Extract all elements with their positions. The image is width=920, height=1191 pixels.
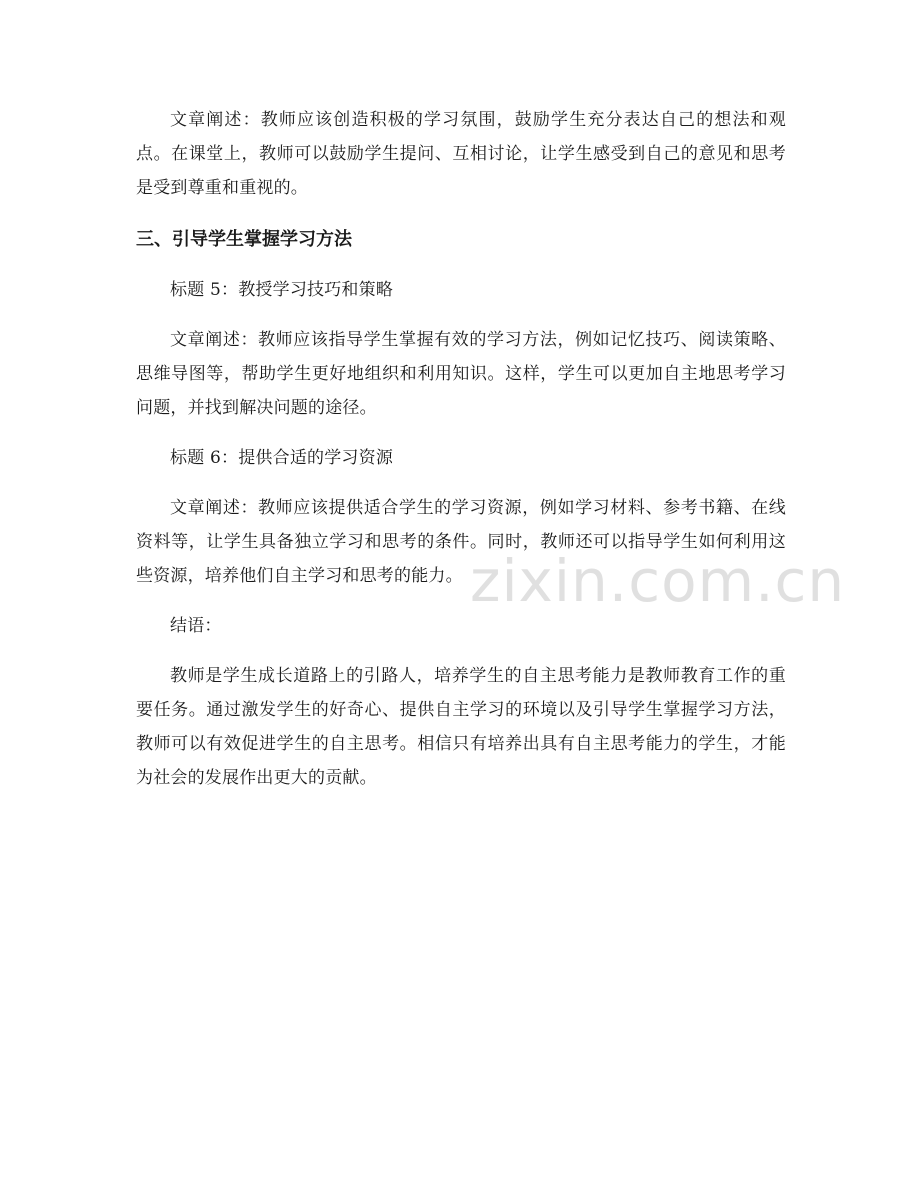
subtitle-6: 标题 6：提供合适的学习资源 xyxy=(170,448,394,468)
watermark: zixin.com.cn xyxy=(470,547,846,615)
conclusion-paragraph: 教师是学生成长道路上的引路人，培养学生的自主思考能力是教师教育工作的重要任务。通过激发学生的好奇心、提供自主学习的环境以及引导学生掌握学习方法，教师可以有效促进学生的自主思考。相信只有培养出具有自主思考能力的学生，才能为社会的发展作出更大的贡献。 xyxy=(136,666,786,788)
section-heading-3: 三、引导学生掌握学习方法 xyxy=(136,229,352,250)
paragraph-discussion-1: 文章阐述：教师应该创造积极的学习氛围，鼓励学生充分表达自己的想法和观点。在课堂上，教师可以鼓励学生提问、互相讨论，让学生感受到自己的意见和思考是受到尊重和重视的。 xyxy=(136,110,786,198)
paragraph-discussion-2: 文章阐述：教师应该指导学生掌握有效的学习方法，例如记忆技巧、阅读策略、思维导图等，帮助学生更好地组织和利用知识。这样，学生可以更加自主地思考学习问题，并找到解决问题的途径。 xyxy=(136,330,786,418)
subtitle-5: 标题 5：教授学习技巧和策略 xyxy=(170,280,394,300)
conclusion-label: 结语： xyxy=(170,616,222,636)
paragraph-discussion-3: 文章阐述：教师应该提供适合学生的学习资源，例如学习材料、参考书籍、在线资料等，让学生具备独立学习和思考的条件。同时，教师还可以指导学生如何利用这些资源，培养他们自主学习和思考的能力。 xyxy=(136,498,786,586)
document-body xyxy=(136,103,786,811)
